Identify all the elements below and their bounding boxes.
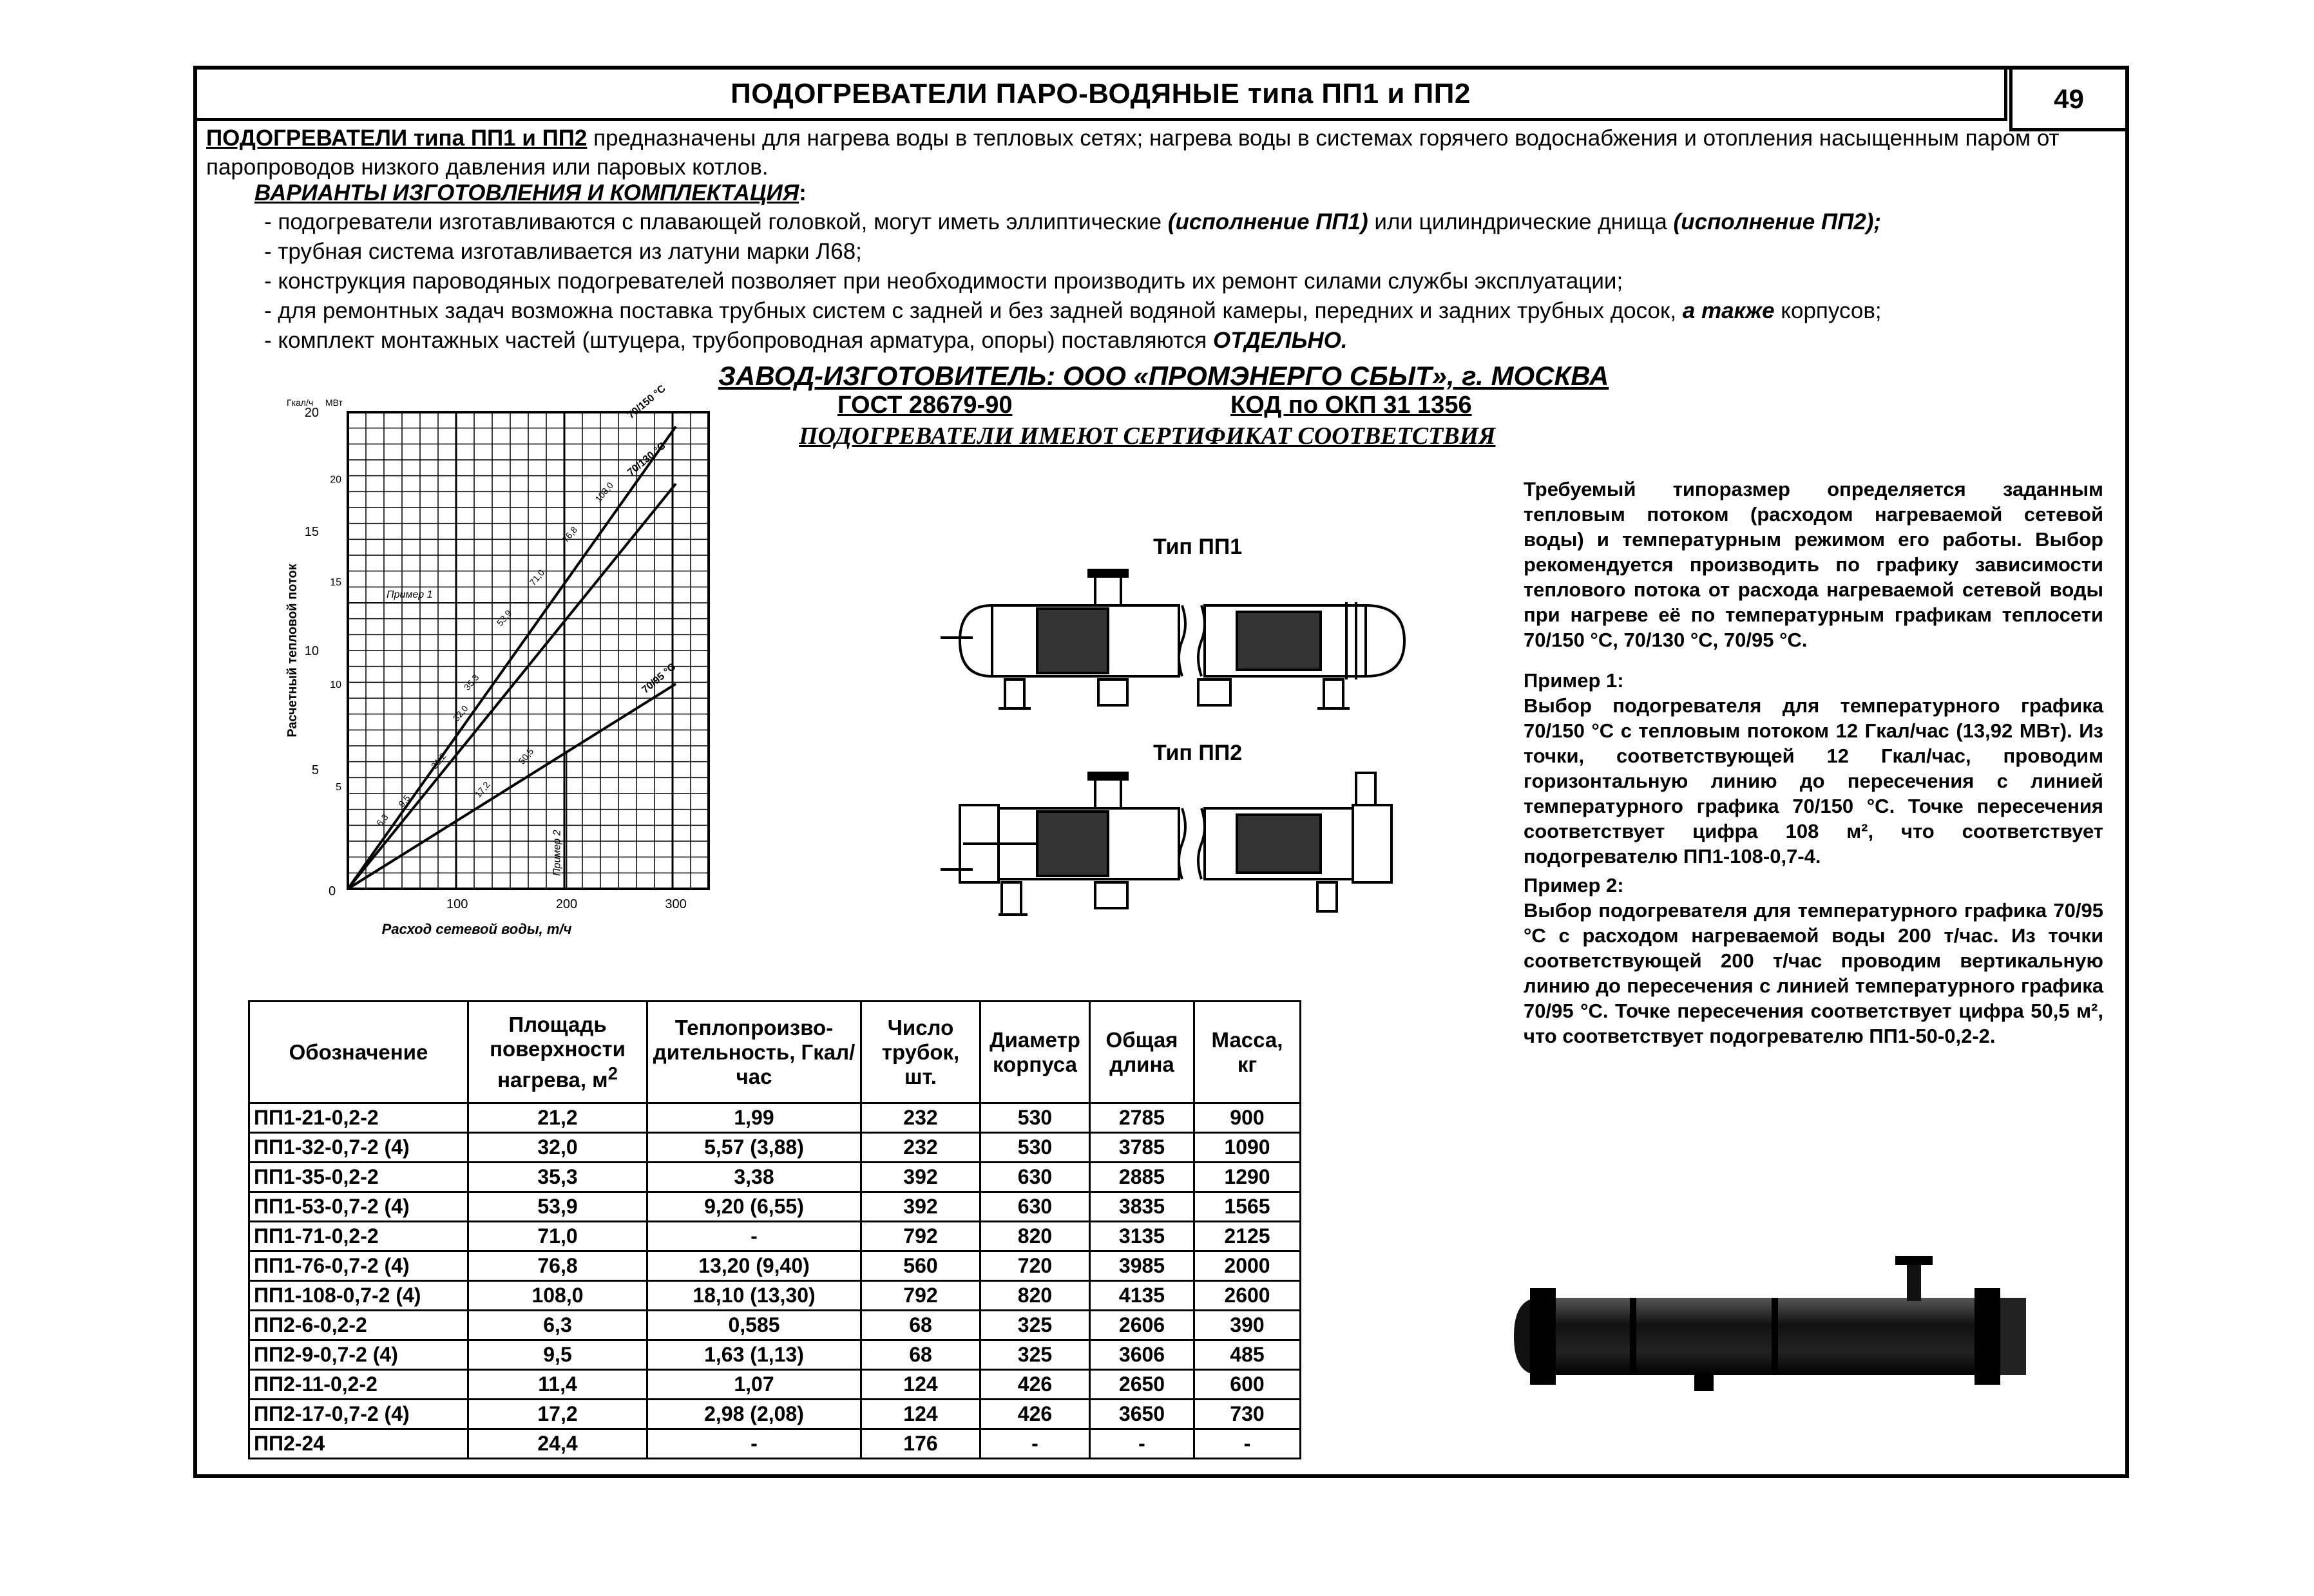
y-unit-gcal: Гкал/ч <box>287 397 314 408</box>
table-cell: - <box>980 1429 1090 1459</box>
size-label: 9,5 <box>396 792 412 810</box>
table-row <box>249 1251 1301 1281</box>
table-cell: 3135 <box>1090 1222 1194 1251</box>
example1-text: Выбор подогревателя для температурного графика 70/150 °С с тепловым потоком 12 Гкал/час (13,92 МВт). Из точки, соответствующей 12 Гкал/час, проводим горизонтальную линию до пересечения с линией температурного графика 70/150 °С. Точке пересечения соответствует цифра 108 м², что соответствует подогревателю ПП1-108-0,7-4. <box>1524 694 2103 868</box>
table-cell: 3650 <box>1090 1400 1194 1429</box>
y-unit-mw: МВт <box>325 397 343 408</box>
pp2-drawing-icon <box>941 773 1391 915</box>
table-cell: 530 <box>980 1103 1090 1133</box>
spec-table <box>248 1000 1301 1459</box>
table-cell: 232 <box>861 1103 980 1133</box>
heater-photo-icon <box>1501 1237 2049 1398</box>
table-cell: 68 <box>861 1340 980 1370</box>
col-diameter: Диаметр корпуса <box>980 1002 1090 1103</box>
table-cell: 325 <box>980 1340 1090 1370</box>
y-tick-label-mw: 20 <box>330 474 341 486</box>
table-cell: 3785 <box>1090 1133 1194 1163</box>
table-cell: 2606 <box>1090 1311 1194 1340</box>
size-label: 108,0 <box>593 480 616 504</box>
table-row <box>249 1281 1301 1311</box>
size-label: 21,2 <box>428 750 448 771</box>
heater-diagrams <box>934 535 1482 947</box>
table-cell: 13,20 (9,40) <box>647 1251 861 1281</box>
table-cell: 390 <box>1194 1311 1301 1340</box>
table-header-row <box>249 1002 1301 1103</box>
table-cell: 24,4 <box>468 1429 647 1459</box>
table-cell: - <box>1090 1429 1194 1459</box>
example1-label: Пример 1 <box>387 589 433 600</box>
table-row <box>249 1370 1301 1400</box>
table-cell: 32,0 <box>468 1133 647 1163</box>
table-cell: 9,20 (6,55) <box>647 1192 861 1222</box>
table-cell: 1565 <box>1194 1192 1301 1222</box>
y-tick-label-mw: 15 <box>330 576 341 588</box>
y-tick-label-gcal: 5 <box>311 763 319 777</box>
diagram-label-pp2: Тип ПП2 <box>1153 741 1243 765</box>
variant-item-3: - конструкция пароводяных подогревателей позволяет при необходимости производить их ремонт силами службы эксплуатации; <box>264 269 1623 294</box>
table-cell: 108,0 <box>468 1281 647 1311</box>
table-cell: ПП2-6-0,2-2 <box>249 1311 468 1340</box>
series-line <box>348 426 676 889</box>
size-label: 71,0 <box>527 567 547 588</box>
table-cell: 1090 <box>1194 1133 1301 1163</box>
table-cell: ПП2-9-0,7-2 (4) <box>249 1340 468 1370</box>
table-cell: ПП1-32-0,7-2 (4) <box>249 1133 468 1163</box>
table-cell: ПП1-53-0,7-2 (4) <box>249 1192 468 1222</box>
heat-flow-chart <box>258 364 747 956</box>
table-cell: - <box>1194 1429 1301 1459</box>
table-row <box>249 1340 1301 1370</box>
table-cell: 76,8 <box>468 1251 647 1281</box>
table-cell: 3985 <box>1090 1251 1194 1281</box>
example2-label: Пример 2 <box>551 830 563 876</box>
table-cell: 600 <box>1194 1370 1301 1400</box>
table-row <box>249 1429 1301 1459</box>
col-length: Общая длина <box>1090 1002 1194 1103</box>
size-label: 35,3 <box>461 672 481 692</box>
table-cell: 630 <box>980 1192 1090 1222</box>
y-tick-label-gcal: 20 <box>304 406 319 420</box>
table-cell: 720 <box>980 1251 1090 1281</box>
table-cell: 0,585 <box>647 1311 861 1340</box>
table-cell: - <box>647 1429 861 1459</box>
heater-photo <box>1501 1237 2049 1398</box>
selection-instructions <box>1524 477 2103 1052</box>
manufacturer-line: ЗАВОД-ИЗГОТОВИТЕЛЬ: ООО «ПРОМЭНЕРГО СБЫТ», г. МОСКВА <box>718 361 1609 391</box>
table-cell: - <box>647 1222 861 1251</box>
table-cell: 2650 <box>1090 1370 1194 1400</box>
table-row <box>249 1163 1301 1192</box>
series-name-label: 70/130 °C <box>626 440 668 479</box>
table-cell: 3,38 <box>647 1163 861 1192</box>
y-tick-label-mw: 10 <box>330 679 341 690</box>
table-cell: 11,4 <box>468 1370 647 1400</box>
table-cell: ПП1-21-0,2-2 <box>249 1103 468 1133</box>
size-label: 76,8 <box>560 524 580 545</box>
y-tick-label-gcal: 10 <box>304 644 319 658</box>
intro-lead: ПОДОГРЕВАТЕЛИ типа ПП1 и ПП2 <box>206 126 588 151</box>
variants-list <box>264 207 2132 356</box>
table-cell: 2,98 (2,08) <box>647 1400 861 1429</box>
table-cell: 124 <box>861 1370 980 1400</box>
table-cell: 392 <box>861 1163 980 1192</box>
table-cell: 730 <box>1194 1400 1301 1429</box>
x-tick-label: 200 <box>555 897 578 911</box>
table-cell: 53,9 <box>468 1192 647 1222</box>
title-bar <box>197 70 2007 121</box>
table-cell: 820 <box>980 1222 1090 1251</box>
table-cell: 2125 <box>1194 1222 1301 1251</box>
x-tick-label: 100 <box>446 897 468 911</box>
certificate-line: ПОДОГРЕВАТЕЛИ ИМЕЮТ СЕРТИФИКАТ СООТВЕТСТВИЯ <box>799 423 1496 450</box>
size-label: 6,3 <box>374 812 390 828</box>
table-cell: 232 <box>861 1133 980 1163</box>
table-cell: 71,0 <box>468 1222 647 1251</box>
variant-item-1: - подогреватели изготавливаются с плавающей головкой, могут иметь эллиптические (исполнение ПП1) или цилиндрические днища (исполнение ПП2); <box>264 209 1882 234</box>
table-cell: 820 <box>980 1281 1090 1311</box>
series-line <box>348 684 676 889</box>
table-cell: 900 <box>1194 1103 1301 1133</box>
example2-title: Пример 2: <box>1524 874 1624 897</box>
table-cell: 68 <box>861 1311 980 1340</box>
table-body <box>249 1103 1301 1459</box>
table-cell: 21,2 <box>468 1103 647 1133</box>
intro-paragraph <box>206 124 2113 182</box>
table-cell: 1,63 (1,13) <box>647 1340 861 1370</box>
variants-heading: ВАРИАНТЫ ИЗГОТОВЛЕНИЯ И КОМПЛЕКТАЦИЯ: <box>254 180 807 205</box>
variant-item-2: - трубная система изготавливается из латуни марки Л68; <box>264 239 862 264</box>
table-cell: 325 <box>980 1311 1090 1340</box>
x-tick-label: 300 <box>665 897 687 911</box>
variant-item-4: - для ремонтных задач возможна поставка трубных систем с задней и без задней водяной камеры, передних и задних трубных досок, а также корпусов; <box>264 298 1882 323</box>
table-cell: 5,57 (3,88) <box>647 1133 861 1163</box>
table-cell: ПП1-71-0,2-2 <box>249 1222 468 1251</box>
table-row <box>249 1192 1301 1222</box>
table-row <box>249 1133 1301 1163</box>
table-cell: 124 <box>861 1400 980 1429</box>
series-line <box>348 484 676 889</box>
size-label: 17,2 <box>472 779 492 800</box>
table-cell: 392 <box>861 1192 980 1222</box>
table-cell: 792 <box>861 1281 980 1311</box>
series-name-label: 70/150 °C <box>626 383 668 421</box>
table-cell: 2600 <box>1194 1281 1301 1311</box>
table-row <box>249 1311 1301 1340</box>
table-cell: 1,07 <box>647 1370 861 1400</box>
table-cell: 2000 <box>1194 1251 1301 1281</box>
table-cell: ПП2-17-0,7-2 (4) <box>249 1400 468 1429</box>
col-area: Площадь поверхности нагрева, $м^2$ <box>468 1002 647 1103</box>
table-cell: 4135 <box>1090 1281 1194 1311</box>
table-row <box>249 1222 1301 1251</box>
table-cell: 630 <box>980 1163 1090 1192</box>
table-cell: 485 <box>1194 1340 1301 1370</box>
page-title: ПОДОГРЕВАТЕЛИ ПАРО-ВОДЯНЫЕ типа ПП1 и ПП2 <box>731 77 1471 109</box>
col-heat: Теплопроизво-дительность, Гкал/час <box>647 1002 861 1103</box>
y-axis-label: Расчетный тепловой поток <box>285 564 300 737</box>
table-row <box>249 1400 1301 1429</box>
intro-text: предназначены для нагрева воды в тепловых сетях; нагрева воды в системах горячего водоснабжения и отопления насыщенным паром от паропроводов низкого давления или паровых котлов. <box>206 126 2060 180</box>
table-cell: 35,3 <box>468 1163 647 1192</box>
table-cell: 530 <box>980 1133 1090 1163</box>
okp-code: КОД по ОКП 31 1356 <box>1230 392 1472 419</box>
table-cell: 9,5 <box>468 1340 647 1370</box>
table-cell: ПП1-108-0,7-2 (4) <box>249 1281 468 1311</box>
table-cell: 3606 <box>1090 1340 1194 1370</box>
table-cell: 1290 <box>1194 1163 1301 1192</box>
y-tick-label-gcal: 15 <box>304 525 319 539</box>
chart-svg <box>258 364 747 956</box>
pp1-drawing-icon <box>941 570 1404 708</box>
diagram-label-pp1: Тип ПП1 <box>1153 535 1243 559</box>
table-cell: 426 <box>980 1370 1090 1400</box>
col-tubes: Число трубок, шт. <box>861 1002 980 1103</box>
variant-item-5: - комплект монтажных частей (штуцера, трубопроводная арматура, опоры) поставляются ОТДЕЛЬНО. <box>264 328 1348 353</box>
table-cell: 426 <box>980 1400 1090 1429</box>
size-label: 50,5 <box>516 746 536 766</box>
table-cell: 176 <box>861 1429 980 1459</box>
table-cell: 560 <box>861 1251 980 1281</box>
gost-code: ГОСТ 28679-90 <box>837 392 1013 419</box>
size-label: 53,9 <box>494 607 514 628</box>
example1-title: Пример 1: <box>1524 669 1624 692</box>
table-cell: 1,99 <box>647 1103 861 1133</box>
zero-label: 0 <box>329 884 336 898</box>
table-cell: ПП1-76-0,7-2 (4) <box>249 1251 468 1281</box>
selection-intro: Требуемый типоразмер определяется заданным тепловым потоком (расходом нагреваемой сетевой воды) и температурным режимом его работы. Выбор рекомендуется производить по графику зависимости теплового потока от расхода нагреваемой сетевой воды при нагреве её по температурным графикам теплосети 70/150 °С, 70/130 °С, 70/95 °С. <box>1524 478 2103 651</box>
col-mass: Масса, кг <box>1194 1002 1301 1103</box>
y-tick-label-mw: 5 <box>336 781 341 793</box>
col-designation: Обозначение <box>249 1002 468 1103</box>
table-cell: ПП1-35-0,2-2 <box>249 1163 468 1192</box>
table-cell: 2885 <box>1090 1163 1194 1192</box>
table-cell: 6,3 <box>468 1311 647 1340</box>
table-cell: 2785 <box>1090 1103 1194 1133</box>
page-number: 49 <box>2009 70 2125 131</box>
size-label: 32,0 <box>450 703 470 723</box>
table-cell: ПП2-11-0,2-2 <box>249 1370 468 1400</box>
x-axis-label: Расход сетевой воды, т/ч <box>381 921 572 937</box>
table-cell: 17,2 <box>468 1400 647 1429</box>
table-cell: ПП2-24 <box>249 1429 468 1459</box>
heater-drawing <box>934 535 1482 947</box>
table-row <box>249 1103 1301 1133</box>
table-cell: 18,10 (13,30) <box>647 1281 861 1311</box>
table-cell: 3835 <box>1090 1192 1194 1222</box>
example2-text: Выбор подогревателя для температурного графика 70/95 °С с расходом нагреваемой воды 200 т/час. Из точки соответствующей 200 т/час проводим вертикальную линию до пересечения с линией температурного графика 70/95 °С. Точке пересечения соответствует цифра 50,5 м², что соответствует подогревателю ПП1-50-0,2-2. <box>1524 899 2103 1047</box>
series-name-label: 70/95 °C <box>640 661 678 696</box>
table-cell: 792 <box>861 1222 980 1251</box>
